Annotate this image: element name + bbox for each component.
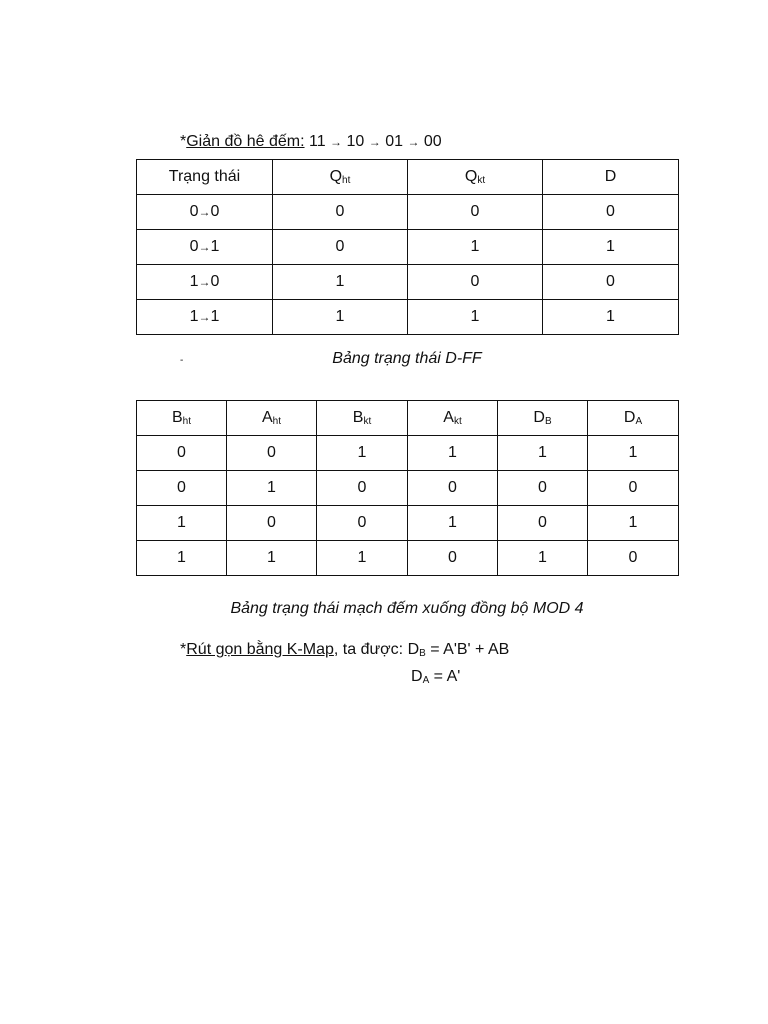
dff-state-table	[136, 159, 679, 335]
table-header-row	[137, 401, 679, 436]
header-cell-d: D	[543, 160, 679, 195]
table-row	[137, 541, 679, 576]
heading-prefix: *	[180, 133, 187, 150]
table-cell: 0	[498, 506, 588, 541]
table-cell: 1	[408, 436, 498, 471]
table-cell: 1	[227, 471, 317, 506]
table-cell: 1	[543, 300, 679, 335]
sequence-item: 11	[308, 133, 326, 150]
table-cell: 0	[227, 506, 317, 541]
state-cell: 0→0	[137, 195, 273, 230]
table-row	[137, 265, 679, 300]
kmap-prefix: *	[180, 641, 187, 658]
table-cell: 1	[137, 541, 227, 576]
table-cell: 1	[317, 541, 408, 576]
mod4-state-table	[136, 400, 679, 576]
state-cell: 1→1	[137, 300, 273, 335]
table-cell: 0	[273, 195, 408, 230]
table-cell: 0	[543, 265, 679, 300]
table-cell: 1	[273, 265, 408, 300]
table-cell: 0	[137, 436, 227, 471]
table-cell: 0	[317, 471, 408, 506]
state-cell: 0→1	[137, 230, 273, 265]
arrow-icon: →	[198, 275, 211, 289]
header-cell-akt: $A_{kt}$	[408, 401, 498, 436]
sequence-item: 01	[385, 133, 403, 150]
kmap-text: , ta được:	[333, 641, 408, 658]
state-cell: 1→0	[137, 265, 273, 300]
arrow-icon: →	[198, 240, 211, 254]
table-cell: 1	[408, 230, 543, 265]
table-cell: 0	[317, 506, 408, 541]
table-row	[137, 436, 679, 471]
table-cell: 0	[408, 265, 543, 300]
dash-mark: -	[180, 355, 184, 366]
table-header-row	[137, 160, 679, 195]
table-cell: 0	[408, 471, 498, 506]
table-cell: 1	[408, 506, 498, 541]
table-cell: 0	[137, 471, 227, 506]
table-row	[137, 471, 679, 506]
table-cell: 0	[588, 541, 679, 576]
arrow-icon: →	[407, 135, 420, 149]
table-cell: 0	[408, 541, 498, 576]
header-cell-bht: $B_{ht}$	[137, 401, 227, 436]
table-cell: 1	[408, 300, 543, 335]
arrow-icon: →	[198, 310, 211, 324]
table-cell: 1	[227, 541, 317, 576]
header-cell-da: $D_A$	[588, 401, 679, 436]
header-cell-qkt: $Q_{kt}$	[408, 160, 543, 195]
table-cell: 1	[273, 300, 408, 335]
header-cell-state: Trạng thái	[137, 160, 273, 195]
table-cell: 1	[588, 506, 679, 541]
header-cell-aht: $A_{ht}$	[227, 401, 317, 436]
heading-label: Giản đồ hê đếm:	[186, 133, 305, 150]
table-cell: 0	[588, 471, 679, 506]
table-cell: 1	[317, 436, 408, 471]
kmap-label: Rút gọn bằng K-Map	[186, 641, 334, 658]
table-row	[137, 506, 679, 541]
sequence-item: 10	[346, 133, 365, 150]
table-row	[137, 230, 679, 265]
kmap-line	[180, 641, 509, 659]
arrow-icon: →	[368, 135, 381, 149]
arrow-icon: →	[330, 135, 343, 149]
arrow-icon: →	[198, 205, 211, 219]
table-cell: 1	[498, 541, 588, 576]
equation-da: $D_A = A'$	[411, 668, 461, 686]
sequence-item: 00	[423, 133, 442, 150]
table-cell: 0	[543, 195, 679, 230]
heading-line	[180, 133, 442, 151]
table-cell: 1	[588, 436, 679, 471]
table-cell: 0	[227, 436, 317, 471]
header-cell-db: $D_B$	[498, 401, 588, 436]
equation-db: $D_B = A'B'$ + AB	[407, 641, 510, 659]
table1-caption: Bảng trạng thái D-FF	[332, 350, 482, 367]
table-row	[137, 300, 679, 335]
table-cell: 1	[137, 506, 227, 541]
table-cell: 1	[498, 436, 588, 471]
table2-caption: Bảng trạng thái mạch đếm xuống đồng bộ MOD 4	[230, 600, 584, 617]
table-cell: 1	[543, 230, 679, 265]
header-cell-qht: $Q_{ht}$	[273, 160, 408, 195]
table-cell: 0	[498, 471, 588, 506]
table-cell: 0	[273, 230, 408, 265]
table-row	[137, 195, 679, 230]
table-cell: 0	[408, 195, 543, 230]
header-cell-bkt: $B_{kt}$	[317, 401, 408, 436]
